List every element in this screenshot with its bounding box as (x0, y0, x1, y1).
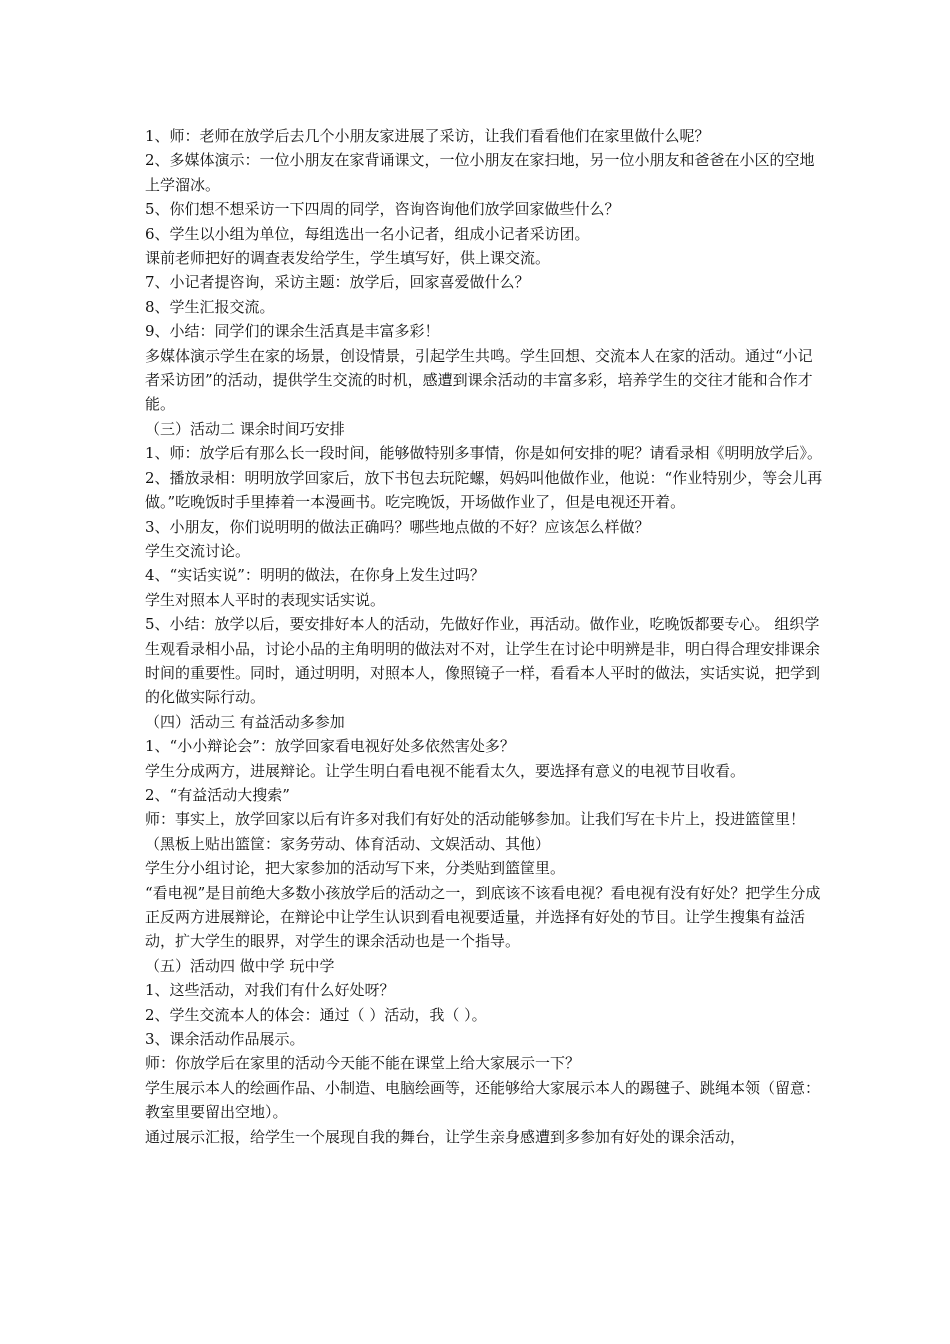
paragraph: 2、多媒体演示：一位小朋友在家背诵课文，一位小朋友在家扫地，另一位小朋友和爸爸在小区的空地上学溜冰。 (145, 151, 815, 194)
paragraph: 师：事实上，放学回家以后有许多对我们有好处的活动能够参加。让我们写在卡片上，投进篮筐里！（黑板上贴出篮筐：家务劳动、体育活动、文娱活动、其他） (145, 810, 806, 853)
paragraph: 5、你们想不想采访一下四周的同学，咨询咨询他们放学回家做些什么？ (145, 200, 620, 219)
paragraph: 通过展示汇报，给学生一个展现自我的舞台，让学生亲身感遭到多参加有好处的课余活动， (145, 1127, 746, 1146)
paragraph: 1、师：放学后有那么长一段时间，能够做特别多事情，你是如何安排的呢？请看录相《明明放学后》。 (145, 444, 823, 463)
paragraph: 学生对照本人平时的表现实话实说。 (145, 590, 386, 609)
paragraph: 1、这些活动，对我们有什么好处呀？ (145, 981, 395, 1000)
section-heading: （四）活动三 有益活动多参加 (145, 712, 345, 731)
paragraph: 2、“有益活动大搜索” (145, 785, 290, 804)
section-heading: （五）活动四 做中学 玩中学 (145, 956, 335, 975)
paragraph: “看电视”是目前绝大多数小孩放学后的活动之一，到底该不该看电视？看电视有没有好处？把学生分成正反两方进展辩论，在辩论中让学生认识到看电视要适量，并选择有好处的节目。让学生搜集有益活动，扩大学生的眼界，对学生的课余活动也是一个指导。 (145, 883, 821, 951)
paragraph: 师：你放学后在家里的活动今天能不能在课堂上给大家展示一下？ (145, 1054, 581, 1073)
paragraph: 2、学生交流本人的体会：通过（ ）活动，我（ ）。 (145, 1005, 487, 1024)
paragraph: 课前老师把好的调查表发给学生，学生填写好，供上课交流。 (145, 249, 551, 268)
paragraph: 3、课余活动作品展示。 (145, 1030, 305, 1049)
paragraph: 7、小记者提咨询，采访主题：放学后，回家喜爱做什么？ (145, 273, 530, 292)
paragraph: 1、“小小辩论会”：放学回家看电视好处多依然害处多？ (145, 737, 515, 756)
section-heading: （三）活动二 课余时间巧安排 (145, 419, 345, 438)
paragraph: 5、小结：放学以后，要安排好本人的活动，先做好作业，再活动。做作业，吃晚饭都要专心。 组织学生观看录相小品，讨论小品的主角明明的做法对不对，让学生在讨论中明辨是非，明白得合理安排课余时间的重要性。同时，通过明明，对照本人，像照镜子一样，看看本人平时的做法，实话实说，把学到的化做实际行动。 (145, 615, 821, 707)
paragraph: 8、学生汇报交流。 (145, 297, 275, 316)
paragraph: 学生分成两方，进展辩论。让学生明白看电视不能看太久，要选择有意义的电视节目收看。 (145, 761, 746, 780)
paragraph: 学生交流讨论。 (145, 541, 251, 560)
paragraph: 学生分小组讨论，把大家参加的活动写下来，分类贴到篮筐里。 (145, 859, 566, 878)
paragraph: 4、“实话实说”：明明的做法，在你身上发生过吗？ (145, 566, 485, 585)
paragraph: 9、小结：同学们的课余生活真是丰富多彩！ (145, 322, 440, 341)
paragraph: 多媒体演示学生在家的场景，创设情景，引起学生共鸣。学生回想、交流本人在家的活动。通过“小记者采访团”的活动，提供学生交流的时机，感遭到课余活动的丰富多彩，培养学生的交往才能和合作才能。 (145, 346, 813, 414)
document-body (145, 124, 825, 1149)
paragraph: 6、学生以小组为单位，每组选出一名小记者，组成小记者采访团。 (145, 224, 590, 243)
paragraph: 2、播放录相：明明放学回家后，放下书包去玩陀螺，妈妈叫他做作业，他说：“作业特别少，等会儿再做。”吃晚饭时手里捧着一本漫画书。吃完晚饭，开场做作业了，但是电视还开着。 (145, 468, 823, 512)
paragraph: 1、师：老师在放学后去几个小朋友家进展了采访，让我们看看他们在家里做什么呢？ (145, 127, 710, 145)
paragraph: 学生展示本人的绘画作品、小制造、电脑绘画等，还能够给大家展示本人的踢毽子、跳绳本领（留意：教室里要留出空地）。 (145, 1078, 821, 1122)
paragraph: 3、小朋友，你们说明明的做法正确吗？哪些地点做的不好？应该怎么样做？ (145, 517, 650, 536)
